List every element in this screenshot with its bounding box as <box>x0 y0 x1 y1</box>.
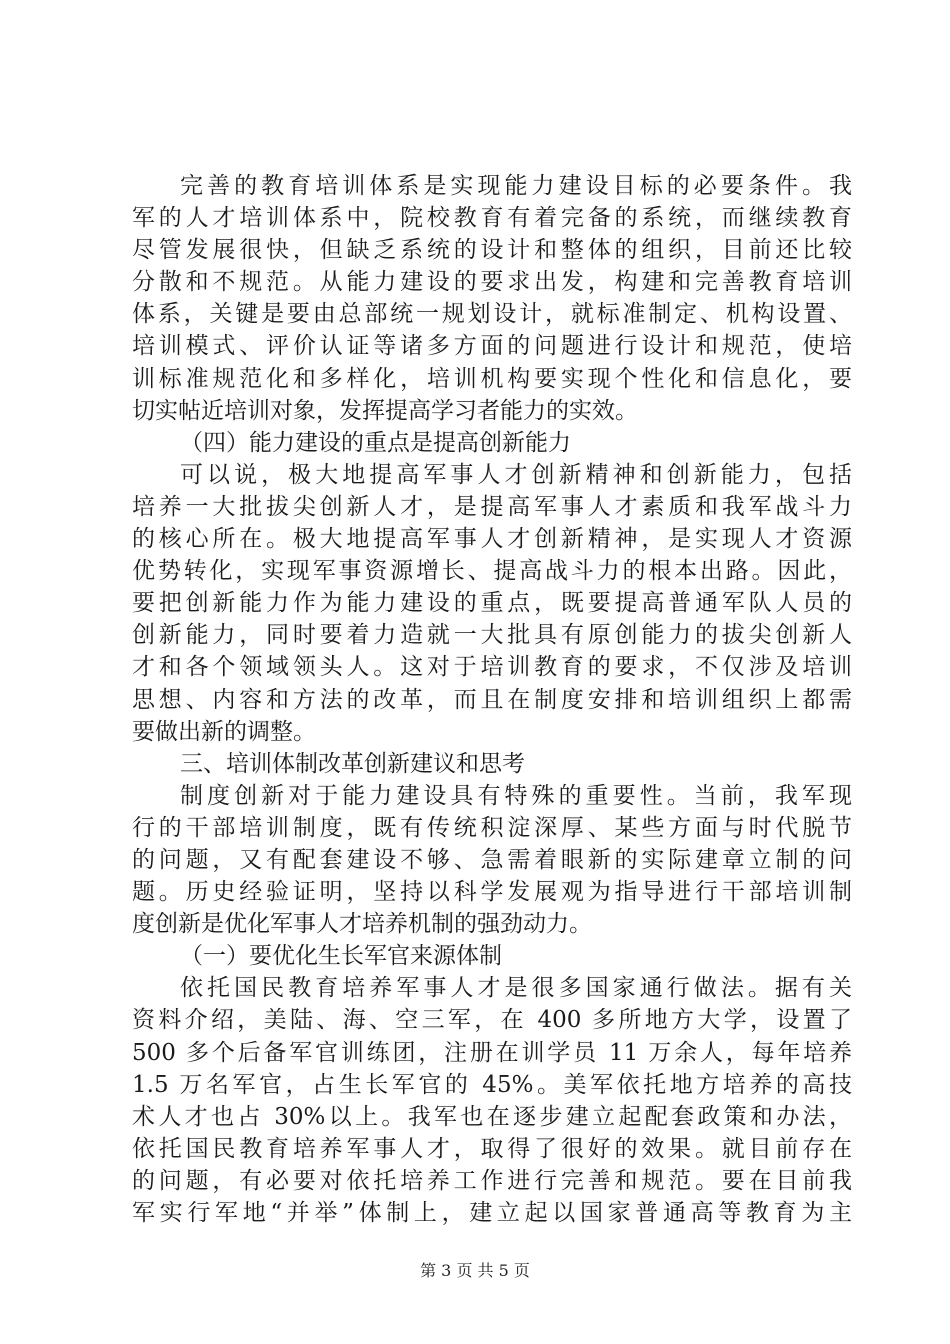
text-line: 1.5 万名军官，占生长军官的 45%。美军依托地方培养的高技 <box>132 1071 852 1098</box>
text-line: 切实帖近培训对象，发挥提高学习者能力的实效。 <box>132 397 638 424</box>
text-line: 的核心所在。极大地提高军事人才创新精神，是实现人才资源 <box>132 526 852 553</box>
text-line: 资料介绍，美陆、海、空三军，在 400 多所地方大学，设置了 <box>132 1007 852 1034</box>
text-line: 优势转化，实现军事资源增长、提高战斗力的根本出路。因此， <box>132 558 852 585</box>
text-line: 培养一大批拔尖创新人才，是提高军事人才素质和我军战斗力 <box>132 493 852 520</box>
text-line: 行的干部培训制度，既有传统积淀深厚、某些方面与时代脱节 <box>132 814 852 841</box>
text-line: 的问题，又有配套建设不够、急需着眼新的实际建章立制的问 <box>132 846 852 873</box>
text-line: 度创新是优化军事人才培养机制的强劲动力。 <box>132 911 592 938</box>
text-line: 军的人才培训体系中，院校教育有着完备的系统，而继续教育 <box>132 205 852 232</box>
text-line: 体系，关键是要由总部统一规划设计，就标准制定、机构设置、 <box>132 301 852 328</box>
text-line: 分散和不规范。从能力建设的要求出发，构建和完善教育培训 <box>132 269 852 296</box>
text-line: 的问题，有必要对依托培养工作进行完善和规范。要在目前我 <box>132 1167 852 1194</box>
text-line: 要把创新能力作为能力建设的重点，既要提高普通军队人员的 <box>132 590 852 617</box>
text-line: （一）要优化生长军官来源体制 <box>180 943 502 970</box>
text-line: 尽管发展很快，但缺乏系统的设计和整体的组织，目前还比较 <box>132 237 852 264</box>
body-text <box>132 170 852 1229</box>
text-line: 可以说，极大地提高军事人才创新精神和创新能力，包括 <box>180 461 852 488</box>
text-line: 培训模式、评价认证等诸多方面的问题进行设计和规范，使培 <box>132 333 852 360</box>
text-line: 完善的教育培训体系是实现能力建设目标的必要条件。我 <box>180 173 852 199</box>
text-line: 题。历史经验证明，坚持以科学发展观为指导进行干部培训制 <box>132 879 852 906</box>
text-line: （四）能力建设的重点是提高创新能力 <box>180 429 571 456</box>
text-line: 军实行军地“并举”体制上，建立起以国家普通高等教育为主 <box>132 1200 852 1226</box>
text-line: 思想、内容和方法的改革，而且在制度安排和培训组织上都需 <box>132 686 852 713</box>
text-line: 创新能力，同时要着力造就一大批具有原创能力的拔尖创新人 <box>132 622 852 649</box>
text-line: 依托国民教育培养军事人才是很多国家通行做法。据有关 <box>180 975 852 1002</box>
text-line: 制度创新对于能力建设具有特殊的重要性。当前，我军现 <box>180 782 852 809</box>
page-footer: 第 3 页 共 5 页 <box>420 1261 530 1280</box>
text-line: 术人才也占 30%以上。我军也在逐步建立起配套政策和办法， <box>132 1103 852 1130</box>
text-line: 训标准规范化和多样化，培训机构要实现个性化和信息化，要 <box>132 365 852 392</box>
text-line: 才和各个领域领头人。这对于培训教育的要求，不仅涉及培训 <box>132 654 852 681</box>
text-line: 500 多个后备军官训练团，注册在训学员 11 万余人，每年培养 <box>132 1039 852 1066</box>
text-line: 依托国民教育培养军事人才，取得了很好的效果。就目前存在 <box>132 1135 852 1162</box>
text-line: 要做出新的调整。 <box>132 718 316 745</box>
text-line: 三、培训体制改革创新建议和思考 <box>180 750 525 777</box>
